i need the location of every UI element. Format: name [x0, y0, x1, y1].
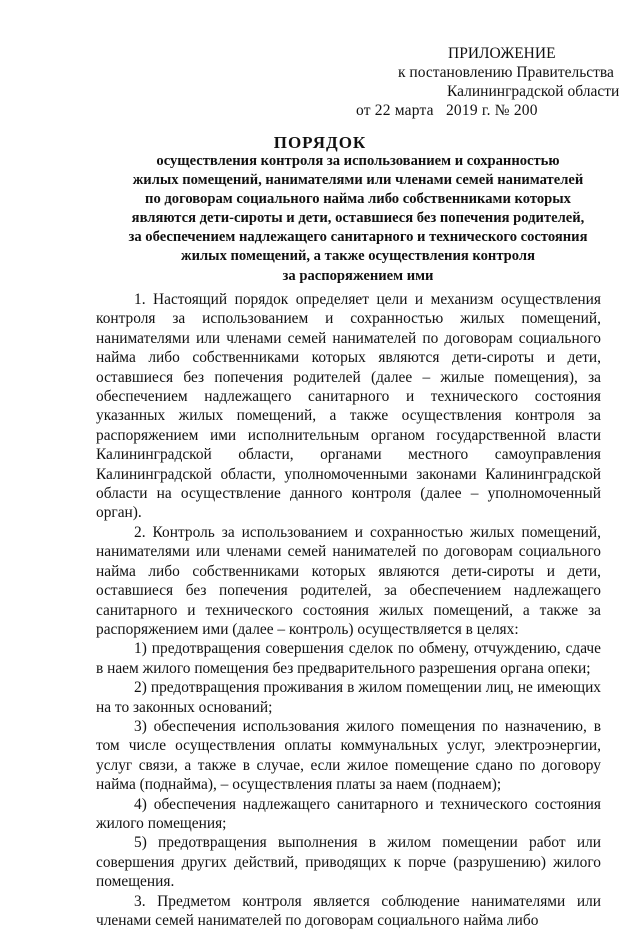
subtitle-line: по договорам социального найма либо собственниками которых [145, 191, 571, 208]
paragraph-2: 2. Контроль за использованием и сохранностью жилых помещений, нанимателями или членами семей нанимателей по договорам социального найма либо собственниками которых являются дети-сироты и дети, оставшиеся без попечения родителей, за обеспечением надлежащего санитарного и технического состояния жилых помещений, а также за распоряжением ими (далее – контроль) осуществляется в целях: [96, 523, 601, 638]
document-body [96, 290, 601, 930]
subtitle-line: являются дети-сироты и дети, оставшиеся без попечения родителей, [131, 210, 585, 227]
subparagraph-4: 4) обеспечения надлежащего санитарного и технического состояния жилого помещения; [96, 795, 601, 832]
appendix-region: Калининградской области [447, 83, 620, 100]
subtitle-line: осуществления контроля за использованием и сохранностью [156, 153, 560, 169]
appendix-resolution-ref: к постановлению Правительства [398, 64, 614, 81]
subtitle-line: жилых помещений, нанимателями или членами семей нанимателей [132, 172, 584, 189]
subparagraph-2: 2) предотвращения проживания в жилом помещении лиц, не имеющих на то законных оснований; [96, 679, 601, 716]
subparagraph-3: 3) обеспечения использования жилого помещения по назначению, в том числе осуществления оплаты коммунальных услуг, электроэнергии, услуг связи, а также в случае, если жилое помещение сдано по договору найма (поднайма), – осуществления платы за наем (поднаем); [96, 717, 601, 794]
subparagraph-5: 5) предотвращения выполнения в жилом помещении работ или совершения других действий, приводящих к порче (разрушению) жилого помещения. [96, 834, 601, 891]
document-subtitle [98, 152, 618, 286]
paragraph-1: 1. Настоящий порядок определяет цели и механизм осуществления контроля за использованием и сохранностью жилых помещений, нанимателями или членами семей нанимателей по договорам социального найма либо собственниками которых являются дети-сироты и дети, оставшиеся без попечения родителей (далее – жилые помещения), за обеспечением надлежащего санитарного и технического состояния указанных жилых помещений, а также осуществления контроля за распоряжением ими исполнительным органом государственной власти Калининградской области, органами местного самоуправления Калининградской области, уполномоченными законами Калининградской области на осуществление данного контроля (далее – уполномоченный орган). [96, 291, 601, 522]
document-title: ПОРЯДОК [273, 133, 367, 152]
appendix-label: ПРИЛОЖЕНИЕ [448, 45, 556, 62]
appendix-date-number: от 22 марта 2019 г. № 200 [356, 102, 538, 119]
subtitle-line: за распоряжением ими [282, 267, 434, 284]
subtitle-line: за обеспечением надлежащего санитарного и технического состояния [128, 229, 588, 246]
paragraph-3: 3. Предметом контроля является соблюдение нанимателями или членами семей нанимателей по договорам социального найма либо [96, 892, 601, 929]
subtitle-line: жилых помещений, а также осуществления контроля [181, 248, 535, 265]
subparagraph-1: 1) предотвращения совершения сделок по обмену, отчуждению, сдаче в наем жилого помещения без предварительного разрешения органа опеки; [96, 640, 601, 677]
